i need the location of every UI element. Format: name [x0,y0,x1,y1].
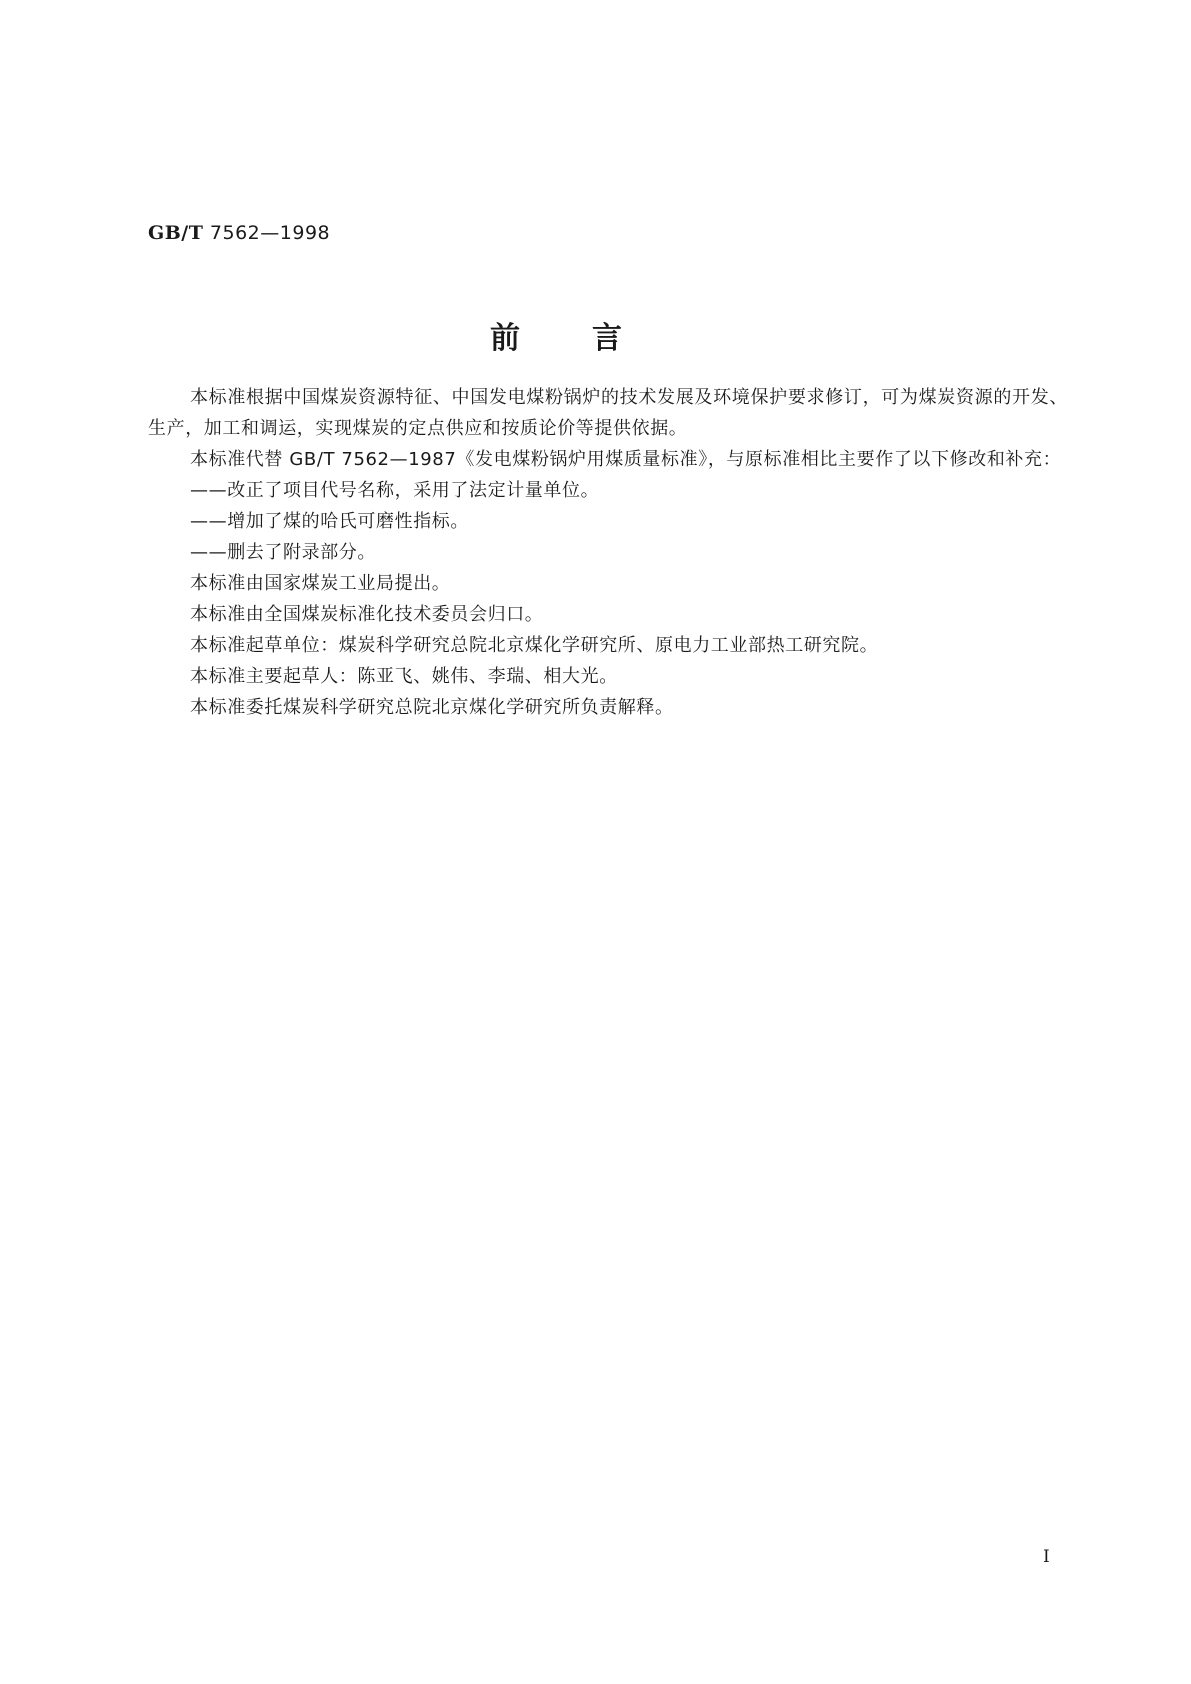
statement-committee: 本标准由全国煤炭标准化技术委员会归口。 [190,604,544,625]
page-number: I [1043,1547,1050,1567]
page-title [490,313,624,357]
paragraph-replacement: 本标准代替 GB/T 7562—1987《发电煤粉锅炉用煤质量标准》，与原标准相比主要作了以下修改和补充： [190,449,1062,470]
page-title-char-2: 言 [592,321,624,356]
standard-code-prefix: GB/T [148,222,204,244]
standard-code [148,222,330,244]
page-title-char-1: 前 [490,321,522,356]
foreword-body [148,382,1068,723]
statement-interpretation: 本标准委托煤炭科学研究总院北京煤化学研究所负责解释。 [190,697,674,718]
paragraph-purpose: 本标准根据中国煤炭资源特征、中国发电煤粉锅炉的技术发展及环境保护要求修订，可为煤炭资源的开发、生产，加工和调运，实现煤炭的定点供应和按质论价等提供依据。 [148,387,1068,439]
change-item: ——删去了附录部分。 [190,542,376,563]
statement-drafters: 本标准主要起草人：陈亚飞、姚伟、李瑞、相大光。 [190,666,618,687]
statement-drafting-units: 本标准起草单位：煤炭科学研究总院北京煤化学研究所、原电力工业部热工研究院。 [190,635,879,656]
statement-proposer: 本标准由国家煤炭工业局提出。 [190,573,451,594]
standard-code-number: 7562—1998 [209,222,331,244]
change-item: ——增加了煤的哈氏可磨性指标。 [190,511,469,532]
change-item: ——改正了项目代号名称，采用了法定计量单位。 [190,480,600,501]
